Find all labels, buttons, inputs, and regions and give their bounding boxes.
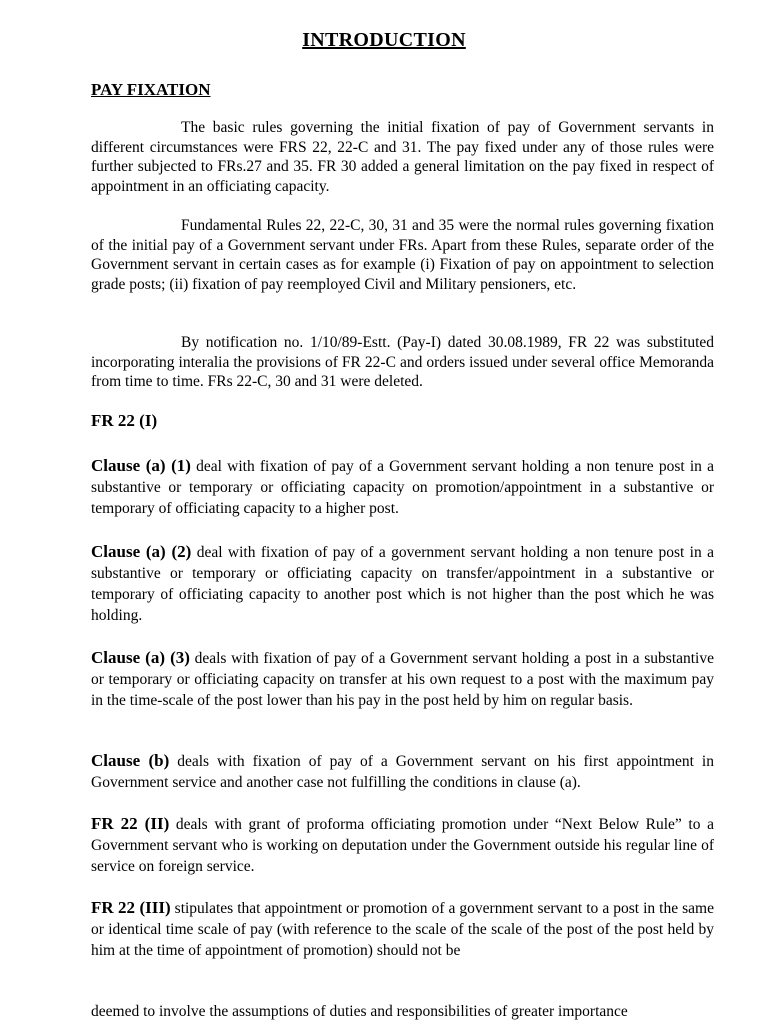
clause-text: deals with fixation of pay of a Government servant on his first appointment in Government service and another case not fulfilling the conditions in clause (a).: [91, 753, 714, 791]
subheading: FR 22 (I): [91, 411, 158, 430]
clause-text: deal with fixation of pay of a Government servant holding a non tenure post in a substantive or temporary or officiating capacity on promotion/appointment in a substantive or temporary of officiating capacity to a higher post.: [91, 458, 714, 517]
section-heading: PAY FIXATION: [91, 80, 211, 99]
paragraph: The basic rules governing the initial fixation of pay of Government servants in different circumstances were FRS 22, 22-C and 31. The pay fixed under any of those rules were further subjected to FRs.27 and 35. FR 30 added a general limitation on the pay fixed in respect of appointment in an officiating capacity.: [91, 119, 714, 195]
clause-text: stipulates that appointment or promotion of a government servant to a post in the same or identical time scale of pay (with reference to the scale of the scale of the post of the post held by him at the time of appointment of promotion) should not be: [91, 900, 714, 959]
clause-lead: Clause (a) (1): [91, 456, 191, 475]
page-title: INTRODUCTION: [302, 29, 466, 51]
clause-lead: Clause (b): [91, 751, 170, 770]
clause-paragraph: [91, 750, 714, 793]
clause-lead: FR 22 (III): [91, 898, 171, 917]
clause-paragraph: [91, 897, 714, 961]
clause-lead: FR 22 (II): [91, 814, 170, 833]
paragraph: By notification no. 1/10/89-Estt. (Pay-I) dated 30.08.1989, FR 22 was substituted incorporating interalia the provisions of FR 22-C and orders issued under several office Memoranda from time to time. FRs 22-C, 30 and 31 were deleted.: [91, 334, 714, 391]
clause-lead: Clause (a) (3): [91, 648, 190, 667]
clause-paragraph: [91, 455, 714, 519]
clause-lead: Clause (a) (2): [91, 542, 192, 561]
clause-paragraph: [91, 813, 714, 877]
clause-text: deals with fixation of pay of a Government servant holding a post in a substantive or temporary or officiating capacity on transfer at his own request to a post with the maximum pay in the time-scale of the post lower than his pay in the post held by him on regular basis.: [91, 650, 714, 709]
clause-text: deal with fixation of pay of a government servant holding a non tenure post in a substantive or temporary or officiating capacity on transfer/appointment in a substantive or temporary of officiating capacity to another post which is not higher than the post which he was holding.: [91, 544, 714, 624]
clause-text: deals with grant of proforma officiating promotion under “Next Below Rule” to a Government servant who is working on deputation under the Government outside his regular line of service on foreign service.: [91, 816, 714, 875]
clause-paragraph: [91, 541, 714, 626]
continuation-text: deemed to involve the assumptions of duties and responsibilities of greater importance: [91, 1003, 628, 1020]
clause-paragraph: [91, 647, 714, 711]
paragraph: Fundamental Rules 22, 22-C, 30, 31 and 35 were the normal rules governing fixation of the initial pay of a Government servant under FRs. Apart from these Rules, separate order of the Government servant in certain cases as for example (i) Fixation of pay on appointment to selection grade posts; (ii) fixation of pay reemployed Civil and Military pensioners, etc.: [91, 217, 714, 293]
